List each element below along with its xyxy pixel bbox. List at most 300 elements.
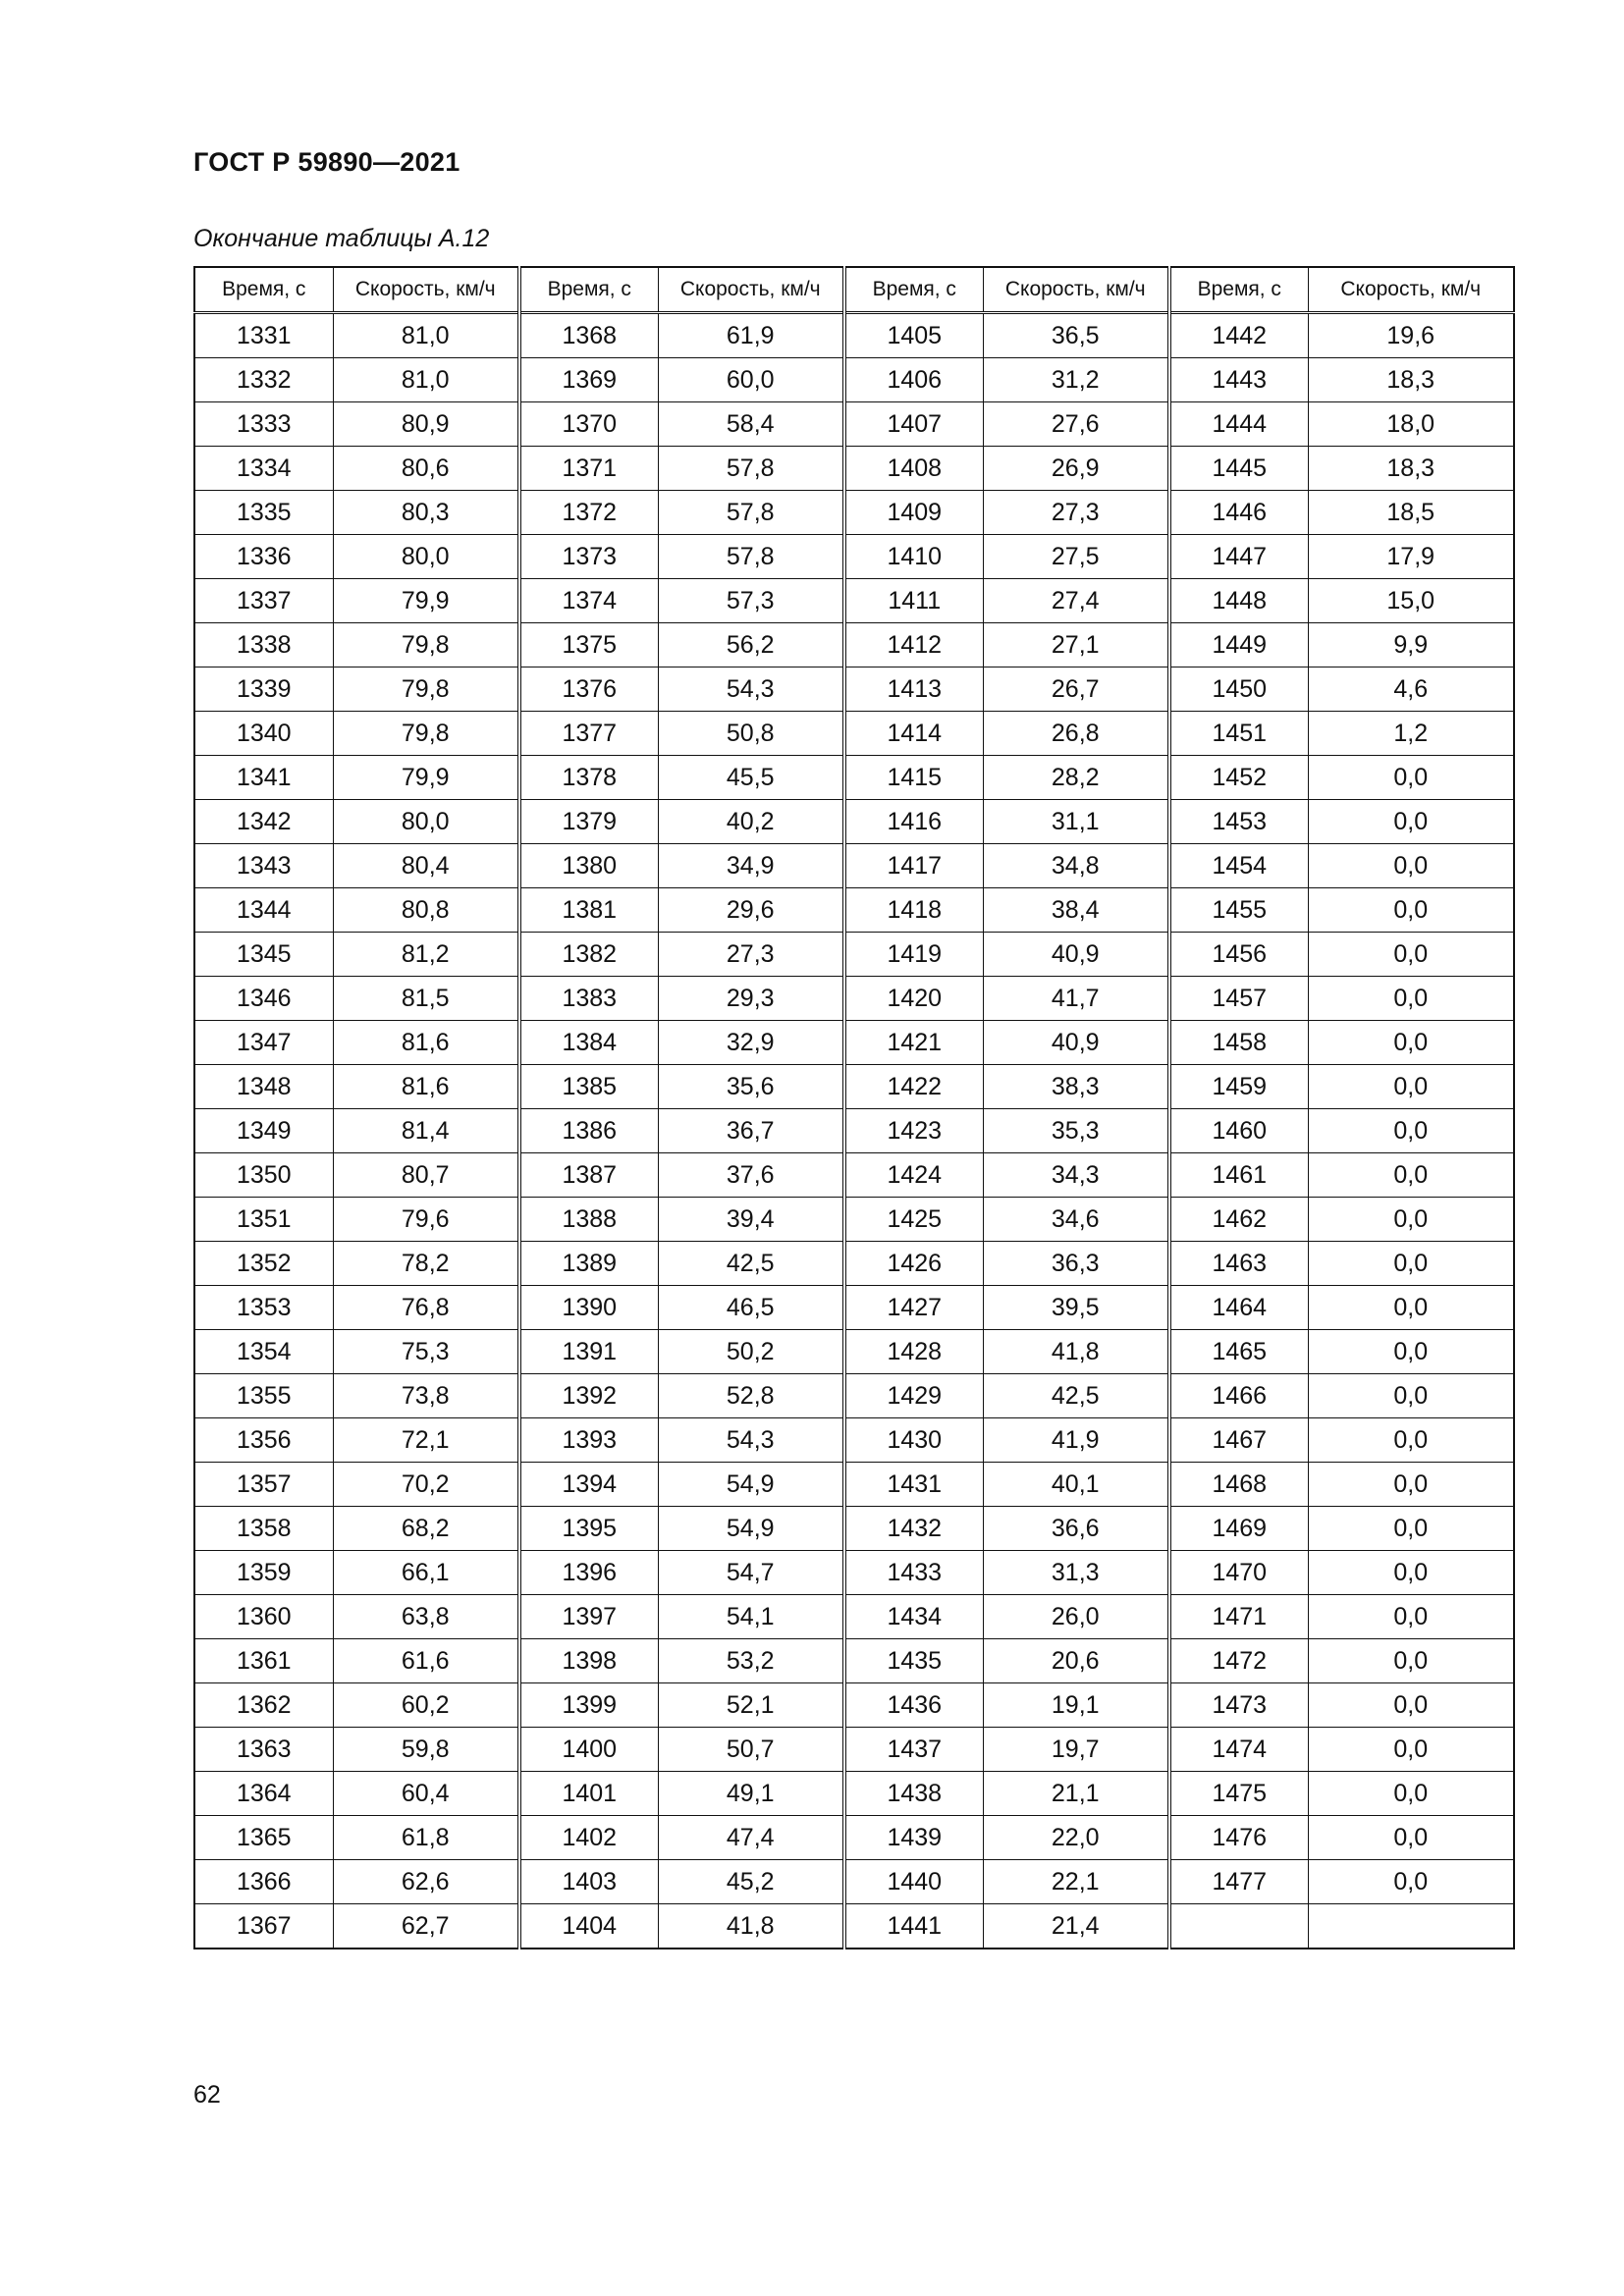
speed-cell: 0,0 — [1308, 800, 1514, 844]
speed-cell: 36,3 — [983, 1242, 1169, 1286]
time-cell: 1453 — [1169, 800, 1308, 844]
time-cell: 1376 — [519, 667, 658, 712]
time-cell: 1388 — [519, 1198, 658, 1242]
speed-cell: 79,8 — [333, 667, 519, 712]
speed-cell: 54,3 — [658, 1418, 844, 1463]
time-cell: 1344 — [194, 888, 333, 933]
speed-cell — [1308, 1904, 1514, 1949]
time-cell: 1373 — [519, 535, 658, 579]
speed-cell: 36,5 — [983, 313, 1169, 358]
table-row — [194, 579, 1514, 623]
speed-cell: 22,1 — [983, 1860, 1169, 1904]
speed-cell: 72,1 — [333, 1418, 519, 1463]
time-cell: 1448 — [1169, 579, 1308, 623]
time-cell: 1357 — [194, 1463, 333, 1507]
time-cell: 1440 — [844, 1860, 983, 1904]
table-row — [194, 1860, 1514, 1904]
time-cell: 1457 — [1169, 977, 1308, 1021]
speed-cell: 70,2 — [333, 1463, 519, 1507]
speed-cell: 0,0 — [1308, 1860, 1514, 1904]
speed-cell: 18,0 — [1308, 402, 1514, 447]
time-cell: 1441 — [844, 1904, 983, 1949]
speed-cell: 41,7 — [983, 977, 1169, 1021]
speed-cell: 60,2 — [333, 1683, 519, 1728]
speed-cell: 57,3 — [658, 579, 844, 623]
speed-cell: 18,3 — [1308, 358, 1514, 402]
column-header: Время, с — [844, 267, 983, 313]
time-cell: 1444 — [1169, 402, 1308, 447]
time-cell: 1369 — [519, 358, 658, 402]
speed-cell: 27,4 — [983, 579, 1169, 623]
speed-cell: 0,0 — [1308, 756, 1514, 800]
table-row — [194, 1507, 1514, 1551]
time-cell: 1381 — [519, 888, 658, 933]
speed-cell: 34,3 — [983, 1153, 1169, 1198]
speed-cell: 31,3 — [983, 1551, 1169, 1595]
speed-cell: 57,8 — [658, 535, 844, 579]
document-header: ГОСТ Р 59890—2021 — [193, 147, 460, 177]
table-row — [194, 1198, 1514, 1242]
speed-cell: 19,1 — [983, 1683, 1169, 1728]
time-cell: 1399 — [519, 1683, 658, 1728]
speed-cell: 0,0 — [1308, 1330, 1514, 1374]
time-cell: 1352 — [194, 1242, 333, 1286]
speed-cell: 52,1 — [658, 1683, 844, 1728]
time-cell: 1451 — [1169, 712, 1308, 756]
table-row — [194, 1286, 1514, 1330]
time-cell: 1430 — [844, 1418, 983, 1463]
time-cell: 1342 — [194, 800, 333, 844]
speed-cell: 46,5 — [658, 1286, 844, 1330]
speed-cell: 35,6 — [658, 1065, 844, 1109]
speed-cell: 20,6 — [983, 1639, 1169, 1683]
time-cell: 1379 — [519, 800, 658, 844]
time-cell: 1338 — [194, 623, 333, 667]
time-cell: 1465 — [1169, 1330, 1308, 1374]
speed-cell: 0,0 — [1308, 933, 1514, 977]
speed-cell: 50,8 — [658, 712, 844, 756]
time-cell: 1420 — [844, 977, 983, 1021]
speed-cell: 61,8 — [333, 1816, 519, 1860]
time-cell: 1354 — [194, 1330, 333, 1374]
time-cell: 1459 — [1169, 1065, 1308, 1109]
column-header: Скорость, км/ч — [1308, 267, 1514, 313]
time-cell: 1425 — [844, 1198, 983, 1242]
speed-cell: 0,0 — [1308, 1109, 1514, 1153]
speed-cell: 47,4 — [658, 1816, 844, 1860]
speed-cell: 31,1 — [983, 800, 1169, 844]
speed-cell: 81,6 — [333, 1021, 519, 1065]
table-row — [194, 623, 1514, 667]
time-cell: 1408 — [844, 447, 983, 491]
time-cell: 1422 — [844, 1065, 983, 1109]
speed-cell: 41,8 — [658, 1904, 844, 1949]
time-cell: 1452 — [1169, 756, 1308, 800]
speed-cell: 52,8 — [658, 1374, 844, 1418]
time-cell: 1426 — [844, 1242, 983, 1286]
time-cell: 1443 — [1169, 358, 1308, 402]
speed-cell: 54,7 — [658, 1551, 844, 1595]
speed-cell: 21,1 — [983, 1772, 1169, 1816]
speed-cell: 50,2 — [658, 1330, 844, 1374]
speed-cell: 66,1 — [333, 1551, 519, 1595]
speed-cell: 9,9 — [1308, 623, 1514, 667]
time-cell: 1447 — [1169, 535, 1308, 579]
time-cell: 1418 — [844, 888, 983, 933]
time-cell: 1469 — [1169, 1507, 1308, 1551]
time-cell: 1348 — [194, 1065, 333, 1109]
time-cell: 1431 — [844, 1463, 983, 1507]
time-cell: 1390 — [519, 1286, 658, 1330]
speed-cell: 63,8 — [333, 1595, 519, 1639]
time-cell: 1468 — [1169, 1463, 1308, 1507]
speed-cell: 81,5 — [333, 977, 519, 1021]
speed-cell: 26,9 — [983, 447, 1169, 491]
speed-cell: 0,0 — [1308, 1286, 1514, 1330]
speed-cell: 54,9 — [658, 1507, 844, 1551]
speed-cell: 34,6 — [983, 1198, 1169, 1242]
time-cell: 1458 — [1169, 1021, 1308, 1065]
speed-cell: 29,3 — [658, 977, 844, 1021]
speed-cell: 37,6 — [658, 1153, 844, 1198]
speed-cell: 41,8 — [983, 1330, 1169, 1374]
time-cell: 1362 — [194, 1683, 333, 1728]
table-row — [194, 1153, 1514, 1198]
speed-cell: 68,2 — [333, 1507, 519, 1551]
time-cell: 1407 — [844, 402, 983, 447]
table-row — [194, 1463, 1514, 1507]
time-cell: 1386 — [519, 1109, 658, 1153]
time-cell: 1343 — [194, 844, 333, 888]
time-cell: 1435 — [844, 1639, 983, 1683]
table-row — [194, 491, 1514, 535]
time-cell: 1424 — [844, 1153, 983, 1198]
time-cell: 1337 — [194, 579, 333, 623]
speed-cell: 0,0 — [1308, 1728, 1514, 1772]
speed-cell: 79,6 — [333, 1198, 519, 1242]
time-cell: 1462 — [1169, 1198, 1308, 1242]
time-cell: 1454 — [1169, 844, 1308, 888]
time-cell: 1336 — [194, 535, 333, 579]
time-cell: 1353 — [194, 1286, 333, 1330]
speed-cell: 50,7 — [658, 1728, 844, 1772]
speed-cell: 45,5 — [658, 756, 844, 800]
time-cell: 1411 — [844, 579, 983, 623]
time-cell: 1358 — [194, 1507, 333, 1551]
time-cell: 1340 — [194, 712, 333, 756]
speed-cell: 80,0 — [333, 800, 519, 844]
speed-cell: 0,0 — [1308, 1374, 1514, 1418]
time-cell: 1434 — [844, 1595, 983, 1639]
time-cell: 1331 — [194, 313, 333, 358]
speed-cell: 26,8 — [983, 712, 1169, 756]
speed-cell: 81,4 — [333, 1109, 519, 1153]
speed-cell: 54,3 — [658, 667, 844, 712]
table-row — [194, 712, 1514, 756]
time-cell: 1417 — [844, 844, 983, 888]
speed-cell: 79,9 — [333, 579, 519, 623]
time-cell: 1361 — [194, 1639, 333, 1683]
time-cell: 1397 — [519, 1595, 658, 1639]
speed-cell: 59,8 — [333, 1728, 519, 1772]
time-cell: 1385 — [519, 1065, 658, 1109]
speed-cell: 15,0 — [1308, 579, 1514, 623]
time-cell: 1416 — [844, 800, 983, 844]
speed-cell: 27,3 — [983, 491, 1169, 535]
time-cell: 1374 — [519, 579, 658, 623]
speed-cell: 27,1 — [983, 623, 1169, 667]
speed-cell: 1,2 — [1308, 712, 1514, 756]
table-row — [194, 1109, 1514, 1153]
speed-cell: 0,0 — [1308, 1153, 1514, 1198]
time-cell: 1403 — [519, 1860, 658, 1904]
speed-cell: 75,3 — [333, 1330, 519, 1374]
speed-cell: 61,6 — [333, 1639, 519, 1683]
speed-cell: 80,0 — [333, 535, 519, 579]
time-cell: 1455 — [1169, 888, 1308, 933]
table-row — [194, 888, 1514, 933]
time-cell: 1396 — [519, 1551, 658, 1595]
table-row — [194, 844, 1514, 888]
speed-cell: 42,5 — [983, 1374, 1169, 1418]
time-cell: 1475 — [1169, 1772, 1308, 1816]
speed-cell: 40,1 — [983, 1463, 1169, 1507]
speed-cell: 27,5 — [983, 535, 1169, 579]
table-row — [194, 1904, 1514, 1949]
speed-cell: 0,0 — [1308, 1021, 1514, 1065]
time-cell: 1410 — [844, 535, 983, 579]
time-cell: 1450 — [1169, 667, 1308, 712]
speed-cell: 60,0 — [658, 358, 844, 402]
speed-cell: 36,6 — [983, 1507, 1169, 1551]
time-cell: 1405 — [844, 313, 983, 358]
time-cell: 1334 — [194, 447, 333, 491]
table-row — [194, 1816, 1514, 1860]
table-row — [194, 1021, 1514, 1065]
time-cell: 1346 — [194, 977, 333, 1021]
speed-cell: 80,4 — [333, 844, 519, 888]
time-cell: 1383 — [519, 977, 658, 1021]
time-cell: 1471 — [1169, 1595, 1308, 1639]
time-cell: 1472 — [1169, 1639, 1308, 1683]
speed-cell: 40,9 — [983, 1021, 1169, 1065]
time-cell: 1333 — [194, 402, 333, 447]
time-cell: 1378 — [519, 756, 658, 800]
time-cell: 1467 — [1169, 1418, 1308, 1463]
time-cell: 1413 — [844, 667, 983, 712]
speed-cell: 31,2 — [983, 358, 1169, 402]
table-row — [194, 1595, 1514, 1639]
speed-cell: 62,7 — [333, 1904, 519, 1949]
table-row — [194, 1418, 1514, 1463]
table-row — [194, 402, 1514, 447]
table-row — [194, 1242, 1514, 1286]
speed-cell: 80,8 — [333, 888, 519, 933]
time-cell: 1432 — [844, 1507, 983, 1551]
time-cell: 1461 — [1169, 1153, 1308, 1198]
speed-cell: 38,4 — [983, 888, 1169, 933]
page-number: 62 — [193, 2081, 221, 2109]
speed-cell: 21,4 — [983, 1904, 1169, 1949]
time-cell: 1414 — [844, 712, 983, 756]
time-cell: 1341 — [194, 756, 333, 800]
table-row — [194, 535, 1514, 579]
speed-cell: 0,0 — [1308, 1463, 1514, 1507]
speed-cell: 81,0 — [333, 358, 519, 402]
speed-cell: 78,2 — [333, 1242, 519, 1286]
speed-cell: 0,0 — [1308, 1065, 1514, 1109]
time-cell: 1384 — [519, 1021, 658, 1065]
time-cell: 1367 — [194, 1904, 333, 1949]
speed-cell: 79,8 — [333, 623, 519, 667]
time-cell: 1332 — [194, 358, 333, 402]
time-cell: 1477 — [1169, 1860, 1308, 1904]
time-cell: 1375 — [519, 623, 658, 667]
speed-cell: 22,0 — [983, 1816, 1169, 1860]
speed-cell: 54,1 — [658, 1595, 844, 1639]
time-cell: 1356 — [194, 1418, 333, 1463]
speed-cell: 0,0 — [1308, 1198, 1514, 1242]
time-cell: 1392 — [519, 1374, 658, 1418]
speed-cell: 18,3 — [1308, 447, 1514, 491]
time-cell: 1421 — [844, 1021, 983, 1065]
speed-cell: 0,0 — [1308, 1242, 1514, 1286]
speed-cell: 0,0 — [1308, 977, 1514, 1021]
speed-cell: 18,5 — [1308, 491, 1514, 535]
time-cell: 1345 — [194, 933, 333, 977]
table-row — [194, 447, 1514, 491]
table-row — [194, 800, 1514, 844]
time-cell: 1445 — [1169, 447, 1308, 491]
time-cell: 1395 — [519, 1507, 658, 1551]
speed-cell: 80,3 — [333, 491, 519, 535]
time-cell: 1449 — [1169, 623, 1308, 667]
speed-cell: 4,6 — [1308, 667, 1514, 712]
time-cell: 1409 — [844, 491, 983, 535]
time-cell: 1380 — [519, 844, 658, 888]
table-row — [194, 1551, 1514, 1595]
speed-cell: 57,8 — [658, 447, 844, 491]
time-cell: 1360 — [194, 1595, 333, 1639]
time-cell: 1387 — [519, 1153, 658, 1198]
time-cell: 1427 — [844, 1286, 983, 1330]
speed-cell: 0,0 — [1308, 1507, 1514, 1551]
speed-cell: 40,9 — [983, 933, 1169, 977]
time-cell: 1470 — [1169, 1551, 1308, 1595]
speed-cell: 60,4 — [333, 1772, 519, 1816]
speed-cell: 0,0 — [1308, 1816, 1514, 1860]
speed-cell: 0,0 — [1308, 1639, 1514, 1683]
time-cell: 1401 — [519, 1772, 658, 1816]
speed-cell: 49,1 — [658, 1772, 844, 1816]
column-header: Время, с — [519, 267, 658, 313]
speed-cell: 41,9 — [983, 1418, 1169, 1463]
table-container — [193, 266, 1513, 1949]
speed-cell: 81,2 — [333, 933, 519, 977]
speed-cell: 80,6 — [333, 447, 519, 491]
time-cell: 1419 — [844, 933, 983, 977]
time-cell: 1464 — [1169, 1286, 1308, 1330]
speed-cell: 56,2 — [658, 623, 844, 667]
speed-cell: 26,0 — [983, 1595, 1169, 1639]
speed-cell: 17,9 — [1308, 535, 1514, 579]
speed-cell: 38,3 — [983, 1065, 1169, 1109]
time-cell: 1429 — [844, 1374, 983, 1418]
speed-cell: 34,8 — [983, 844, 1169, 888]
time-cell: 1460 — [1169, 1109, 1308, 1153]
speed-cell: 36,7 — [658, 1109, 844, 1153]
column-header: Скорость, км/ч — [658, 267, 844, 313]
time-cell: 1474 — [1169, 1728, 1308, 1772]
speed-cell: 27,3 — [658, 933, 844, 977]
time-cell: 1402 — [519, 1816, 658, 1860]
time-cell: 1377 — [519, 712, 658, 756]
table-body — [194, 313, 1514, 1949]
time-cell: 1398 — [519, 1639, 658, 1683]
time-cell: 1456 — [1169, 933, 1308, 977]
speed-cell: 53,2 — [658, 1639, 844, 1683]
time-cell: 1436 — [844, 1683, 983, 1728]
table-row — [194, 1683, 1514, 1728]
speed-cell: 45,2 — [658, 1860, 844, 1904]
speed-cell: 27,6 — [983, 402, 1169, 447]
speed-cell: 54,9 — [658, 1463, 844, 1507]
time-cell: 1438 — [844, 1772, 983, 1816]
speed-cell: 0,0 — [1308, 844, 1514, 888]
time-cell: 1350 — [194, 1153, 333, 1198]
speed-cell: 0,0 — [1308, 1772, 1514, 1816]
time-cell: 1473 — [1169, 1683, 1308, 1728]
table-row — [194, 358, 1514, 402]
time-cell: 1400 — [519, 1728, 658, 1772]
speed-cell: 0,0 — [1308, 1418, 1514, 1463]
time-cell: 1389 — [519, 1242, 658, 1286]
time-cell: 1442 — [1169, 313, 1308, 358]
time-cell: 1351 — [194, 1198, 333, 1242]
speed-cell: 79,8 — [333, 712, 519, 756]
table-row — [194, 756, 1514, 800]
time-cell: 1437 — [844, 1728, 983, 1772]
table-row — [194, 1639, 1514, 1683]
time-cell: 1371 — [519, 447, 658, 491]
speed-cell: 0,0 — [1308, 888, 1514, 933]
table-row — [194, 1330, 1514, 1374]
speed-cell: 80,9 — [333, 402, 519, 447]
speed-cell: 35,3 — [983, 1109, 1169, 1153]
table-row — [194, 977, 1514, 1021]
column-header: Время, с — [194, 267, 333, 313]
speed-cell: 19,6 — [1308, 313, 1514, 358]
table-row — [194, 933, 1514, 977]
speed-cell: 19,7 — [983, 1728, 1169, 1772]
time-cell: 1463 — [1169, 1242, 1308, 1286]
speed-cell: 80,7 — [333, 1153, 519, 1198]
column-header: Скорость, км/ч — [983, 267, 1169, 313]
time-cell: 1393 — [519, 1418, 658, 1463]
table-header-row — [194, 267, 1514, 313]
speed-cell: 0,0 — [1308, 1683, 1514, 1728]
speed-cell: 39,4 — [658, 1198, 844, 1242]
table-caption: Окончание таблицы А.12 — [193, 225, 490, 252]
speed-cell: 39,5 — [983, 1286, 1169, 1330]
speed-cell: 32,9 — [658, 1021, 844, 1065]
speed-cell: 57,8 — [658, 491, 844, 535]
time-cell: 1335 — [194, 491, 333, 535]
table-row — [194, 1728, 1514, 1772]
time-cell — [1169, 1904, 1308, 1949]
speed-cell: 0,0 — [1308, 1595, 1514, 1639]
speed-cell: 76,8 — [333, 1286, 519, 1330]
